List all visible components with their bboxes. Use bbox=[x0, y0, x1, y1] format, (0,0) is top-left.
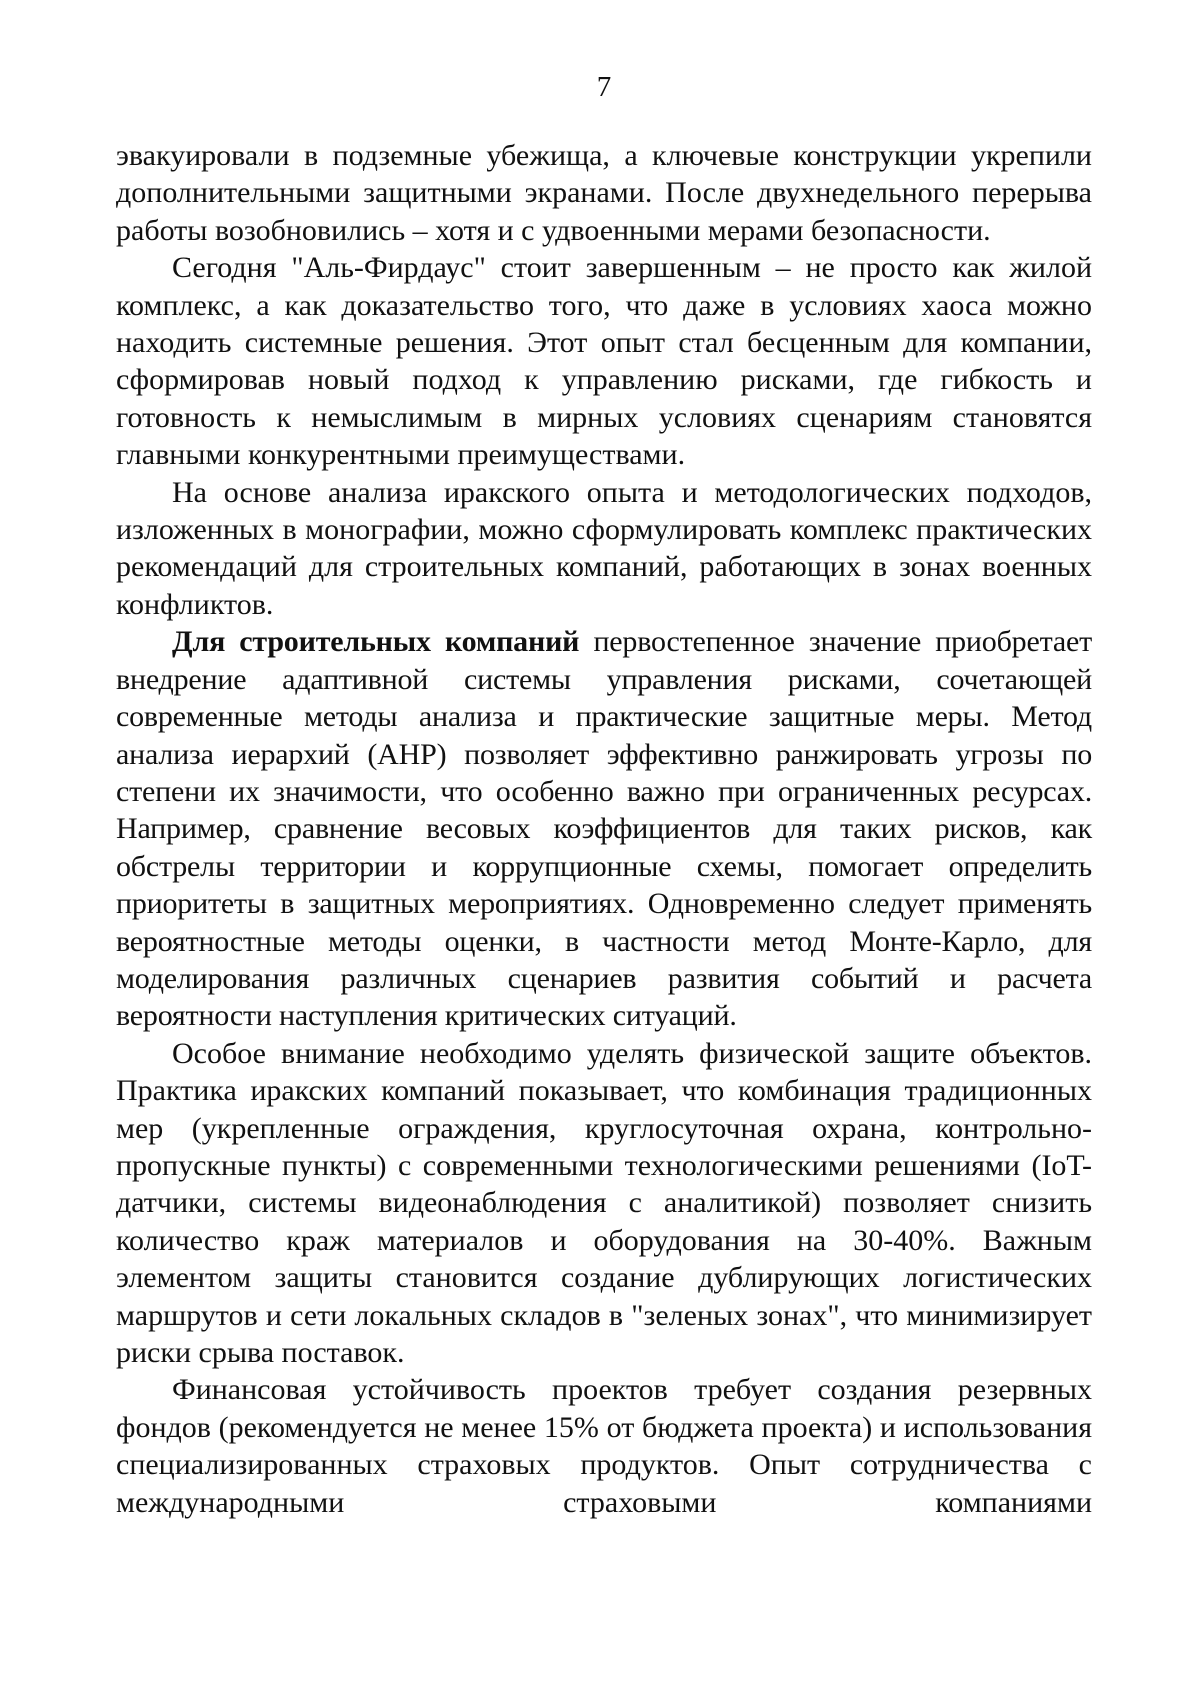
document-page bbox=[116, 0, 1092, 1697]
paragraph-al-firdaus: Сегодня "Аль-Фирдаус" стоит завершенным – не просто как жилой комплекс, а как доказательство того, что даже в условиях хаоса можно находить системные решения. Этот опыт стал бесценным для компании, сформировав новый подход к управлению рисками, где гибкость и готовность к немыслимым в мирных условиях сценариям становятся главными конкурентными преимуществами. bbox=[116, 251, 1092, 472]
paragraph-physical-protection: Особое внимание необходимо уделять физической защите объектов. Практика иракских компаний показывает, что комбинация традиционных мер (укрепленные ограждения, круглосуточная охрана, контрольно-пропускные пункты) с современными технологическими решениями (IoT-датчики, системы видеонаблюдения с аналитикой) позволяет снизить количество краж материалов и оборудования на 30-40%. Важным элементом защиты становится создание дублирующих логистических маршрутов и сети локальных складов в "зеленых зонах", что минимизирует риски срыва поставок. bbox=[116, 1036, 1092, 1369]
page-number: 7 bbox=[596, 71, 612, 103]
paragraph-recommendations-intro: На основе анализа иракского опыта и методологических подходов, изложенных в монографии, можно сформулировать комплекс практических рекомендаций для строительных компаний, работающих в зонах военных конфликтов. bbox=[116, 475, 1092, 621]
paragraph-financial-stability: Финансовая устойчивость проектов требует создания резервных фондов (рекомендуется не менее 15% от бюджета проекта) и использования специализированных страховых продуктов. Опыт сотрудничества с международными страховыми компаниями bbox=[116, 1373, 1092, 1519]
paragraph-continuation: эвакуировали в подземные убежища, а ключевые конструкции укрепили дополнительными защитными экранами. После двухнедельного перерыва работы возобновились – хотя и с удвоенными мерами безопасности. bbox=[116, 139, 1092, 247]
bold-lead-text: Для строительных компаний bbox=[172, 625, 580, 659]
body-text bbox=[116, 137, 1092, 1521]
paragraph-body-text: первостепенное значение приобретает внедрение адаптивной системы управления рисками, сочетающей современные методы анализа и практические защитные меры. Метод анализа иерархий (AHP) позволяет эффективно ранжировать угрозы по степени их значимости, что особенно важно при ограниченных ресурсах. Например, сравнение весовых коэффициентов для таких рисков, как обстрелы территории и коррупционные схемы, помогает определить приоритеты в защитных мероприятиях. Одновременно следует применять вероятностные методы оценки, в частности метод Монте-Карло, для моделирования различных сценариев развития событий и расчета вероятности наступления критических ситуаций. bbox=[116, 625, 1092, 1033]
paragraph-construction-companies bbox=[116, 623, 1092, 1034]
